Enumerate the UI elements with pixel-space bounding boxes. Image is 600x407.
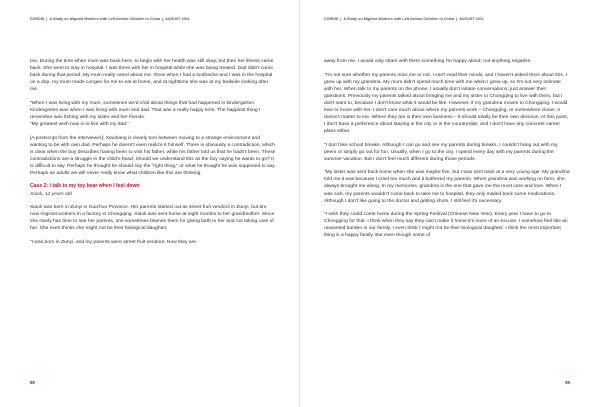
running-head: CORDIS | A Study on Migrant Workers with Left-behind Children in China | AUGUST 2011	[30, 17, 190, 21]
paragraph: “When I was living with my mum, sometimes we'd chat about things that had happened in kindergarten. Kindergarten was when I was living with mum and dad. That was a really happy time. The happiest thing I remember was fishing with my sister and her friends.	[30, 100, 261, 120]
running-head-date: AUGUST 2011	[459, 17, 484, 21]
paragraph: “I don't like school breaks. Although I can go and see my parents during breaks, I couldn't hang out with my peers or simply go out for fun. Usually, when I go to the city, I spend every day with my parents during the summer vacation. But I don't feel much different during those periods.	[324, 142, 558, 162]
running-head: CORDIS | A Study on Migrant Workers with Left-behind Children in China | AUGUST 2011	[324, 17, 484, 21]
case-subtitle: Xiaoli, 12 years old	[30, 191, 72, 197]
page-number: 89	[565, 380, 570, 385]
right-body-text	[324, 58, 570, 246]
paragraph: “My sister was sent back home when she was maybe five, but I was sent back at a very young age. My grandma told me it was because I cried too much and it bothered my parents. When grandma was working on farm, she always brought me along. In my memories, grandma is the one that gave me the most care and love. When I was sick, my parents wouldn't come back to take me to hospital, they only mailed back some medications. Although I don't like going to the doctor and getting shots, I still feel it's necessary.	[324, 170, 570, 204]
paragraph: away from me. I would only share with them something I'm happy about; not anything negative.	[324, 59, 532, 64]
right-page	[300, 0, 600, 407]
left-body-text	[30, 58, 276, 253]
paragraph: “My greatest wish now is to live with my dad.”	[30, 121, 130, 127]
paragraph: [A postscript from the interviewer]: Xiaohang is clearly torn between moving to a strange environment and wanting to be with own dad. Perhaps he doesn't even realize it himself. There is obviously a contradiction, which is clear when the boy describes having been to visit his father, while his father told us that he hadn't been. These contradictions are a struggle in the child's head. Should we understand this as the boy saying he wants to go? It is difficult to say. Perhaps he thought he should say the “right thing,” or what he thought he was supposed to say. Perhaps as adults we will never really know what children like this are thinking.	[30, 135, 276, 176]
running-head-title: A Study on Migrant Workers with Left-behind Children in China	[49, 17, 161, 21]
running-head-title: A Study on Migrant Workers with Left-behind Children in China	[343, 17, 455, 21]
paragraph: Xiaoli was born in Zunyi in Guizhou Province. Her parents started out as street fruit vendors in Zunyi, but are now migrant workers in a factory in Chongqing. Xiaoli was sent home at eight months to her grandmother. Since she rarely has time to see her parents, she sometimes blames them for giving birth to her and not taking care of her. She even thinks she might not be their biological daughter.	[30, 205, 275, 232]
paragraph: “I was born in Zunyi, and my parents were street fruit vendors. Now they are	[30, 239, 197, 245]
running-head-brand: CORDIS	[324, 17, 339, 21]
paragraph: “I wish they could come home during the Spring Festival (Chinese New Year). Every year I have to go to Chongqing for that. I think when they say they can't make it home it's more of an excuse. I somehow feel like an unwanted burden in our family. I even think I might not be their biological daughter. I think the most important thing is a happy family. But even though some of	[324, 212, 568, 239]
page-number: 88	[30, 380, 35, 385]
case-title: Case 2: I talk to my toy bear when I feel down	[30, 183, 140, 190]
running-head-brand: CORDIS	[30, 17, 45, 21]
paragraph: me. During the time when mum was back here, to begin with her health was still okay, but then her illness came back. She went to stay in hospital. I was there with her in hospital while she was being treated. Dad didn't come back during that period. My mum really cared about me. Once when I had a toothache and I was in the hospital on a drip, my mum made congee for me to eat at home, and at nighttime she was at my bedside looking after me.	[30, 59, 274, 93]
running-head-date: AUGUST 2011	[165, 17, 190, 21]
paragraph: “I'm not sure whether my parents miss me or not. I can't read their minds, and I haven't asked them about this. I grew up with my grandma. My mum didn't spend much time with me when I grew up, so I'm not very intimate with her. When talk to my parents on the phone, I usually don't initiate conversations; just answer their questions. Previously my parents talked about bringing me and my sister to Chongqing to live with them, but I don't want to, because I don't know what it would be like. However, if my grandma moves to Chongqing, I would love to move with her. I don't care much about where my parents work – Chongqing, or somewhere closer, it doesn't matter to me. Where they are is their own business – it should totally be their own decision. At this point, I don't have a preference about staying in the city or in the countryside, and I don't have any concrete career plans either.	[324, 72, 569, 135]
